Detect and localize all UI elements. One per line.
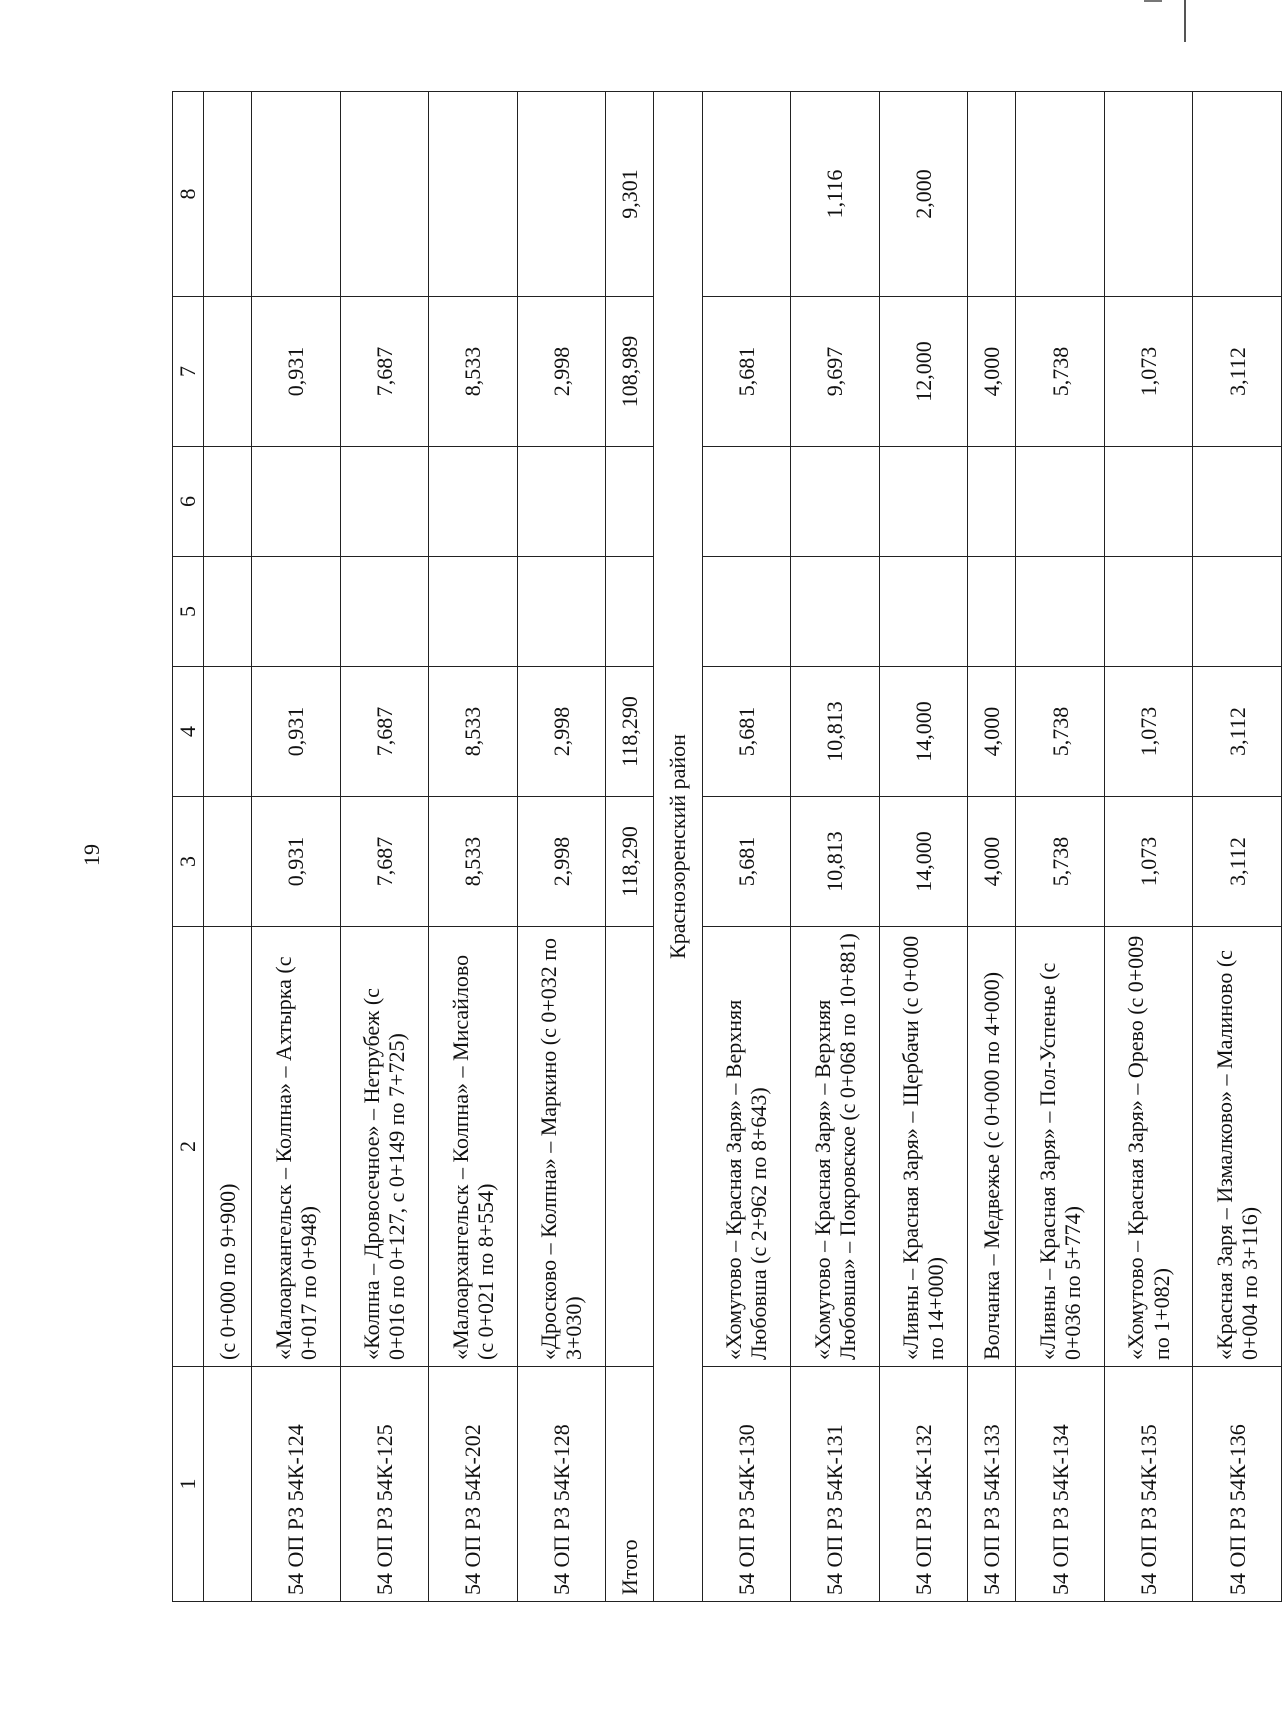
table-row	[1193, 92, 1282, 1602]
length-cell	[968, 92, 1016, 297]
length-cell: 5,738	[1016, 667, 1105, 797]
length-cell: 5,681	[702, 797, 791, 927]
road-code: 54 ОП РЗ 54К-136	[1193, 1367, 1282, 1602]
road-name: «Хомутово – Красная Заря» – Орево (с 0+009 по 1+082)	[1104, 927, 1193, 1367]
length-cell: 3,112	[1193, 667, 1282, 797]
table-row	[968, 92, 1016, 1602]
length-cell	[1193, 557, 1282, 667]
length-cell	[791, 447, 880, 557]
section-title: Краснозоренский район	[654, 92, 702, 1602]
road-name: «Красная Заря – Измалково» – Малиново (с 0+004 по 3+116)	[1193, 927, 1282, 1367]
length-cell: 5,681	[702, 297, 791, 447]
length-cell	[702, 557, 791, 667]
roads-table	[172, 91, 1282, 1602]
continuation-row	[204, 92, 252, 1602]
length-cell: 1,116	[791, 92, 880, 297]
length-cell	[1016, 92, 1105, 297]
length-cell	[968, 557, 1016, 667]
length-cell: 14,000	[879, 667, 968, 797]
table-row	[429, 92, 518, 1602]
column-header: 3	[173, 797, 204, 927]
length-cell: 8,533	[429, 797, 518, 927]
table-row	[702, 92, 791, 1602]
length-cell: 8,533	[429, 667, 518, 797]
rotated-table-container	[172, 92, 1282, 1602]
road-name: «Ливны – Красная Заря» – Щербачи (с 0+000 по 14+000)	[879, 927, 968, 1367]
length-cell	[1016, 557, 1105, 667]
table-cell	[204, 1367, 252, 1602]
table-cell	[204, 447, 252, 557]
length-cell: 3,112	[1193, 797, 1282, 927]
road-name: «Колпна – Дровосечное» – Нетрубеж (с 0+016 по 0+127, с 0+149 по 7+725)	[340, 927, 429, 1367]
length-cell	[1104, 92, 1193, 297]
length-cell: 1,073	[1104, 797, 1193, 927]
column-header: 1	[173, 1367, 204, 1602]
table-row	[252, 92, 341, 1602]
length-cell: 5,738	[1016, 797, 1105, 927]
road-code: 54 ОП РЗ 54К-134	[1016, 1367, 1105, 1602]
road-name: «Малоархангельск – Колпна» – Мисайлово (с 0+021 по 8+554)	[429, 927, 518, 1367]
length-cell	[429, 92, 518, 297]
length-cell: 2,998	[517, 297, 606, 447]
length-cell: 7,687	[340, 667, 429, 797]
table-row	[1016, 92, 1105, 1602]
length-cell: 1,073	[1104, 667, 1193, 797]
table-cell	[204, 667, 252, 797]
length-cell	[1193, 92, 1282, 297]
table-row	[517, 92, 606, 1602]
length-cell	[252, 447, 341, 557]
road-code: 54 ОП РЗ 54К-124	[252, 1367, 341, 1602]
road-code: 54 ОП РЗ 54К-133	[968, 1367, 1016, 1602]
length-cell: 10,813	[791, 797, 880, 927]
road-name: «Хомутово – Красная Заря» – Верхняя Любовша (с 2+962 по 8+643)	[702, 927, 791, 1367]
length-cell: 7,687	[340, 297, 429, 447]
table-row	[791, 92, 880, 1602]
table-cell	[204, 797, 252, 927]
road-code: 54 ОП РЗ 54К-131	[791, 1367, 880, 1602]
length-cell: 0,931	[252, 797, 341, 927]
total-cell	[606, 447, 654, 557]
length-cell: 5,738	[1016, 297, 1105, 447]
length-cell: 14,000	[879, 797, 968, 927]
length-cell	[702, 447, 791, 557]
total-cell: 118,290	[606, 797, 654, 927]
length-cell: 1,073	[1104, 297, 1193, 447]
length-cell	[340, 557, 429, 667]
length-cell	[340, 447, 429, 557]
length-cell	[1104, 447, 1193, 557]
road-code: 54 ОП РЗ 54К-128	[517, 1367, 606, 1602]
length-cell: 0,931	[252, 297, 341, 447]
table-cell	[204, 297, 252, 447]
length-cell: 2,998	[517, 667, 606, 797]
column-header: 4	[173, 667, 204, 797]
total-label: Итого	[606, 1367, 654, 1602]
column-header: 5	[173, 557, 204, 667]
length-cell: 4,000	[968, 797, 1016, 927]
section-row	[654, 92, 702, 1602]
road-code: 54 ОП РЗ 54К-135	[1104, 1367, 1193, 1602]
length-cell: 12,000	[879, 297, 968, 447]
length-cell	[1016, 447, 1105, 557]
length-cell	[702, 92, 791, 297]
page-number: 19	[79, 844, 104, 866]
length-cell: 9,697	[791, 297, 880, 447]
length-cell: 4,000	[968, 297, 1016, 447]
length-cell	[340, 92, 429, 297]
length-cell: 10,813	[791, 667, 880, 797]
total-cell: 118,290	[606, 667, 654, 797]
length-cell	[429, 447, 518, 557]
road-name: «Дросково – Колпна» – Маркино (с 0+032 по 3+030)	[517, 927, 606, 1367]
road-name: «Малоархангельск – Колпна» – Ахтырка (с 0+017 по 0+948)	[252, 927, 341, 1367]
length-cell: 7,687	[340, 797, 429, 927]
total-cell	[606, 557, 654, 667]
length-cell: 2,998	[517, 797, 606, 927]
column-header: 6	[173, 447, 204, 557]
total-cell: 108,989	[606, 297, 654, 447]
length-cell	[429, 557, 518, 667]
length-cell: 2,000	[879, 92, 968, 297]
length-cell: 4,000	[968, 667, 1016, 797]
column-header: 2	[173, 927, 204, 1367]
length-cell	[252, 92, 341, 297]
total-cell: 9,301	[606, 92, 654, 297]
scan-edge-mark	[1184, 0, 1186, 42]
road-name: «Ливны – Красная Заря» – Пол-Успенье (с 0+036 по 5+774)	[1016, 927, 1105, 1367]
length-cell	[968, 447, 1016, 557]
road-code: 54 ОП РЗ 54К-125	[340, 1367, 429, 1602]
length-cell	[517, 92, 606, 297]
continuation-text: (с 0+000 по 9+900)	[204, 927, 252, 1367]
length-cell	[517, 557, 606, 667]
length-cell: 0,931	[252, 667, 341, 797]
road-code: 54 ОП РЗ 54К-202	[429, 1367, 518, 1602]
header-row	[173, 92, 204, 1602]
length-cell	[252, 557, 341, 667]
table-row	[1104, 92, 1193, 1602]
road-name: «Хомутово – Красная Заря» – Верхняя Любовша» – Покровское (с 0+068 по 10+881)	[791, 927, 880, 1367]
table-cell	[606, 927, 654, 1367]
length-cell: 8,533	[429, 297, 518, 447]
table-cell	[204, 557, 252, 667]
length-cell: 3,112	[1193, 297, 1282, 447]
column-header: 8	[173, 92, 204, 297]
road-name: Волчанка – Медвежье (с 0+000 по 4+000)	[968, 927, 1016, 1367]
scan-edge-mark	[1144, 0, 1162, 2]
table-cell	[204, 92, 252, 297]
length-cell: 5,681	[702, 667, 791, 797]
table-row	[879, 92, 968, 1602]
road-code: 54 ОП РЗ 54К-132	[879, 1367, 968, 1602]
length-cell	[517, 447, 606, 557]
total-row	[606, 92, 654, 1602]
length-cell	[879, 557, 968, 667]
table-wrapper	[172, 92, 1282, 1602]
table-row	[340, 92, 429, 1602]
length-cell	[1104, 557, 1193, 667]
road-code: 54 ОП РЗ 54К-130	[702, 1367, 791, 1602]
length-cell	[791, 557, 880, 667]
length-cell	[879, 447, 968, 557]
length-cell	[1193, 447, 1282, 557]
column-header: 7	[173, 297, 204, 447]
